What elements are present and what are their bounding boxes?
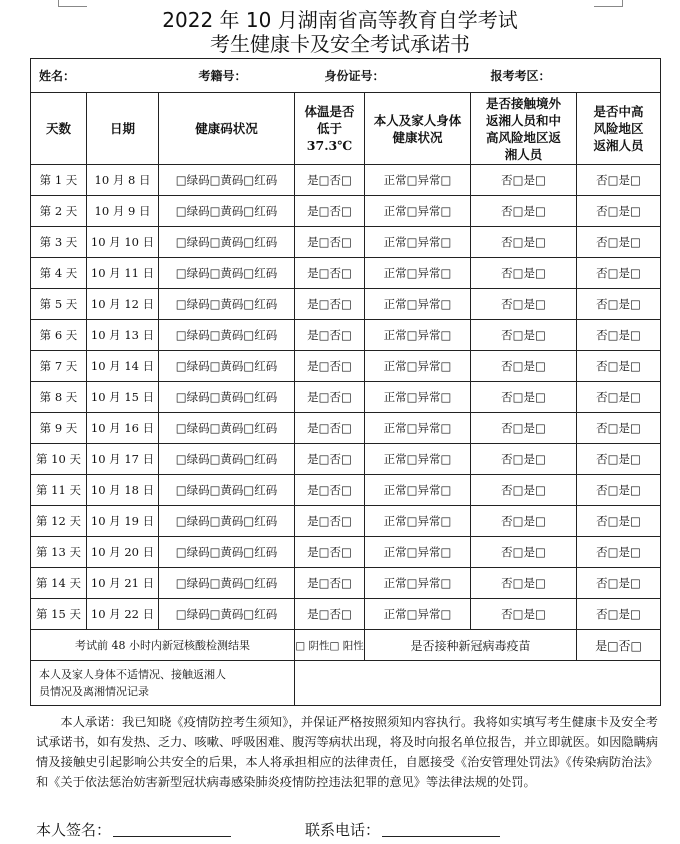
day-row [31,227,661,258]
vaccine-options[interactable]: 是□否□ [577,630,661,661]
info-row [31,59,661,93]
name-label: 姓名： [39,69,76,83]
abroad-contact-options[interactable]: 否□是□ [471,537,577,568]
health-code-options[interactable]: □绿码□黄码□红码 [159,289,295,320]
day-cell: 第 1 天 [31,165,87,196]
health-code-options[interactable]: □绿码□黄码□红码 [159,537,295,568]
health-code-options[interactable]: □绿码□黄码□红码 [159,444,295,475]
day-row [31,506,661,537]
abroad-contact-options[interactable]: 否□是□ [471,289,577,320]
family-health-options[interactable]: 正常□异常□ [365,382,471,413]
day-cell: 第 6 天 [31,320,87,351]
date-cell: 10 月 18 日 [87,475,159,506]
temp-options[interactable]: 是□否□ [295,568,365,599]
family-note-label [31,661,295,706]
risk-area-options[interactable]: 否□是□ [577,444,661,475]
header-date: 日期 [87,93,159,165]
day-cell: 第 5 天 [31,289,87,320]
risk-area-options[interactable]: 否□是□ [577,227,661,258]
phone-label: 联系电话： [305,821,381,839]
id-no-field[interactable] [295,59,471,93]
health-code-options[interactable]: □绿码□黄码□红码 [159,382,295,413]
day-cell: 第 3 天 [31,227,87,258]
exam-no-label: 考籍号： [198,69,247,83]
risk-area-options[interactable]: 否□是□ [577,258,661,289]
day-row [31,413,661,444]
header-temp [295,93,365,165]
family-health-options[interactable]: 正常□异常□ [365,227,471,258]
date-cell: 10 月 10 日 [87,227,159,258]
family-health-options[interactable]: 正常□异常□ [365,413,471,444]
temp-options[interactable]: 是□否□ [295,196,365,227]
health-code-options[interactable]: □绿码□黄码□红码 [159,413,295,444]
header-temp-text: 体温是否低于 [304,104,355,136]
risk-area-options[interactable]: 否□是□ [577,475,661,506]
header-health-code: 健康码状况 [159,93,295,165]
date-cell: 10 月 15 日 [87,382,159,413]
date-cell: 10 月 16 日 [87,413,159,444]
id-no-label: 身份证号： [324,69,385,83]
day-row [31,475,661,506]
family-note-row [31,661,661,706]
abroad-contact-options[interactable]: 否□是□ [471,320,577,351]
risk-area-options[interactable]: 否□是□ [577,165,661,196]
abroad-contact-options[interactable]: 否□是□ [471,506,577,537]
health-code-options[interactable]: □绿码□黄码□红码 [159,568,295,599]
abroad-contact-options[interactable]: 否□是□ [471,413,577,444]
family-health-options[interactable]: 正常□异常□ [365,537,471,568]
risk-area-options[interactable]: 否□是□ [577,599,661,630]
temp-options[interactable]: 是□否□ [295,320,365,351]
phone-field[interactable] [305,819,500,840]
crop-mark-right [594,0,623,7]
date-cell: 10 月 20 日 [87,537,159,568]
family-health-options[interactable]: 正常□异常□ [365,320,471,351]
header-risk-area: 是否中高风险地区返湘人员 [577,93,661,165]
family-health-options[interactable]: 正常□异常□ [365,289,471,320]
health-card-table [30,58,661,706]
health-code-options[interactable]: □绿码□黄码□红码 [159,475,295,506]
health-code-options[interactable]: □绿码□黄码□红码 [159,165,295,196]
risk-area-options[interactable]: 否□是□ [577,506,661,537]
family-note-text: 本人及家人身体不适情况、接触返湘人员情况及离湘情况记录 [39,668,226,698]
day-row [31,537,661,568]
day-cell: 第 12 天 [31,506,87,537]
header-temp-value: 37.3℃ [306,138,353,153]
health-code-options[interactable]: □绿码□黄码□红码 [159,506,295,537]
family-health-options[interactable]: 正常□异常□ [365,351,471,382]
day-row [31,568,661,599]
page-title: 2022 年 10 月湖南省高等教育自学考试 [162,8,518,32]
date-cell: 10 月 21 日 [87,568,159,599]
temp-options[interactable]: 是□否□ [295,351,365,382]
day-row [31,382,661,413]
day-cell: 第 4 天 [31,258,87,289]
pledge-text: 本人承诺：我已知晓《疫情防控考生须知》，并保证严格按照须知内容执行。我将如实填写考生健康卡及安全考试承诺书，如有发热、乏力、咳嗽、呼吸困难、腹泻等病状出现，将及时向报名单位报告，并立即就医。如因隐瞒病情及接触史引起影响公共安全的后果，本人将承担相应的法律责任，自愿接受《治安管理处罚法》《传染病防治法》和《关于依法惩治妨害新型冠状病毒感染肺炎疫情防控违法犯罪的意见》等法律法规的处罚。 [36,715,658,789]
signature-label: 本人签名： [36,821,112,839]
day-row [31,196,661,227]
temp-options[interactable]: 是□否□ [295,289,365,320]
nucleic-options[interactable]: □ 阴性□ 阳性 [295,630,365,661]
signature-field[interactable] [36,819,231,840]
day-cell: 第 11 天 [31,475,87,506]
family-health-options[interactable]: 正常□异常□ [365,599,471,630]
date-cell: 10 月 19 日 [87,506,159,537]
temp-options[interactable]: 是□否□ [295,506,365,537]
risk-area-options[interactable]: 否□是□ [577,537,661,568]
family-note-input[interactable] [295,661,661,706]
risk-area-options[interactable]: 否□是□ [577,289,661,320]
day-cell: 第 8 天 [31,382,87,413]
temp-options[interactable]: 是□否□ [295,258,365,289]
health-code-options[interactable]: □绿码□黄码□红码 [159,196,295,227]
header-abroad-contact: 是否接触境外返湘人员和中高风险地区返湘人员 [471,93,577,165]
exam-no-field[interactable] [159,59,295,93]
crop-mark-left [58,0,87,7]
abroad-contact-options[interactable]: 否□是□ [471,227,577,258]
date-cell: 10 月 9 日 [87,196,159,227]
signature-line [113,822,231,837]
day-row [31,444,661,475]
day-cell: 第 13 天 [31,537,87,568]
risk-area-options[interactable]: 否□是□ [577,382,661,413]
temp-options[interactable]: 是□否□ [295,537,365,568]
family-health-options[interactable]: 正常□异常□ [365,165,471,196]
health-code-options[interactable]: □绿码□黄码□红码 [159,258,295,289]
day-cell: 第 7 天 [31,351,87,382]
nucleic-label: 考试前 48 小时内新冠核酸检测结果 [31,630,295,661]
temp-options[interactable]: 是□否□ [295,475,365,506]
family-health-options[interactable]: 正常□异常□ [365,568,471,599]
day-cell: 第 10 天 [31,444,87,475]
name-field[interactable] [31,59,159,93]
abroad-contact-options[interactable]: 否□是□ [471,568,577,599]
abroad-contact-options[interactable]: 否□是□ [471,382,577,413]
health-code-options[interactable]: □绿码□黄码□红码 [159,599,295,630]
date-cell: 10 月 11 日 [87,258,159,289]
date-cell: 10 月 22 日 [87,599,159,630]
temp-options[interactable]: 是□否□ [295,599,365,630]
day-row [31,320,661,351]
abroad-contact-options[interactable]: 否□是□ [471,196,577,227]
day-row [31,165,661,196]
day-cell: 第 15 天 [31,599,87,630]
header-family-health: 本人及家人身体健康状况 [365,93,471,165]
day-cell: 第 14 天 [31,568,87,599]
family-health-options[interactable]: 正常□异常□ [365,258,471,289]
date-cell: 10 月 17 日 [87,444,159,475]
risk-area-options[interactable]: 否□是□ [577,351,661,382]
day-row [31,351,661,382]
day-cell: 第 2 天 [31,196,87,227]
abroad-contact-options[interactable]: 否□是□ [471,351,577,382]
day-cell: 第 9 天 [31,413,87,444]
abroad-contact-options[interactable]: 否□是□ [471,444,577,475]
temp-options[interactable]: 是□否□ [295,382,365,413]
nucleic-row [31,630,661,661]
header-row [31,93,661,165]
abroad-contact-options[interactable]: 否□是□ [471,599,577,630]
vaccine-label: 是否接种新冠病毒疫苗 [365,630,577,661]
phone-line [382,822,500,837]
health-code-options[interactable]: □绿码□黄码□红码 [159,227,295,258]
header-day: 天数 [31,93,87,165]
family-health-options[interactable]: 正常□异常□ [365,196,471,227]
exam-area-field[interactable] [471,59,661,93]
date-cell: 10 月 13 日 [87,320,159,351]
family-health-options[interactable]: 正常□异常□ [365,506,471,537]
family-health-options[interactable]: 正常□异常□ [365,444,471,475]
health-code-options[interactable]: □绿码□黄码□红码 [159,320,295,351]
abroad-contact-options[interactable]: 否□是□ [471,258,577,289]
abroad-contact-options[interactable]: 否□是□ [471,165,577,196]
date-cell: 10 月 12 日 [87,289,159,320]
temp-options[interactable]: 是□否□ [295,413,365,444]
temp-options[interactable]: 是□否□ [295,227,365,258]
risk-area-options[interactable]: 否□是□ [577,196,661,227]
health-code-options[interactable]: □绿码□黄码□红码 [159,351,295,382]
risk-area-options[interactable]: 否□是□ [577,413,661,444]
day-row [31,289,661,320]
date-cell: 10 月 14 日 [87,351,159,382]
date-cell: 10 月 8 日 [87,165,159,196]
risk-area-options[interactable]: 否□是□ [577,568,661,599]
day-row [31,599,661,630]
exam-area-label: 报考考区： [490,69,551,83]
temp-options[interactable]: 是□否□ [295,165,365,196]
temp-options[interactable]: 是□否□ [295,444,365,475]
page-subtitle: 考生健康卡及安全考试承诺书 [210,32,470,56]
day-row [31,258,661,289]
family-health-options[interactable]: 正常□异常□ [365,475,471,506]
risk-area-options[interactable]: 否□是□ [577,320,661,351]
abroad-contact-options[interactable]: 否□是□ [471,475,577,506]
